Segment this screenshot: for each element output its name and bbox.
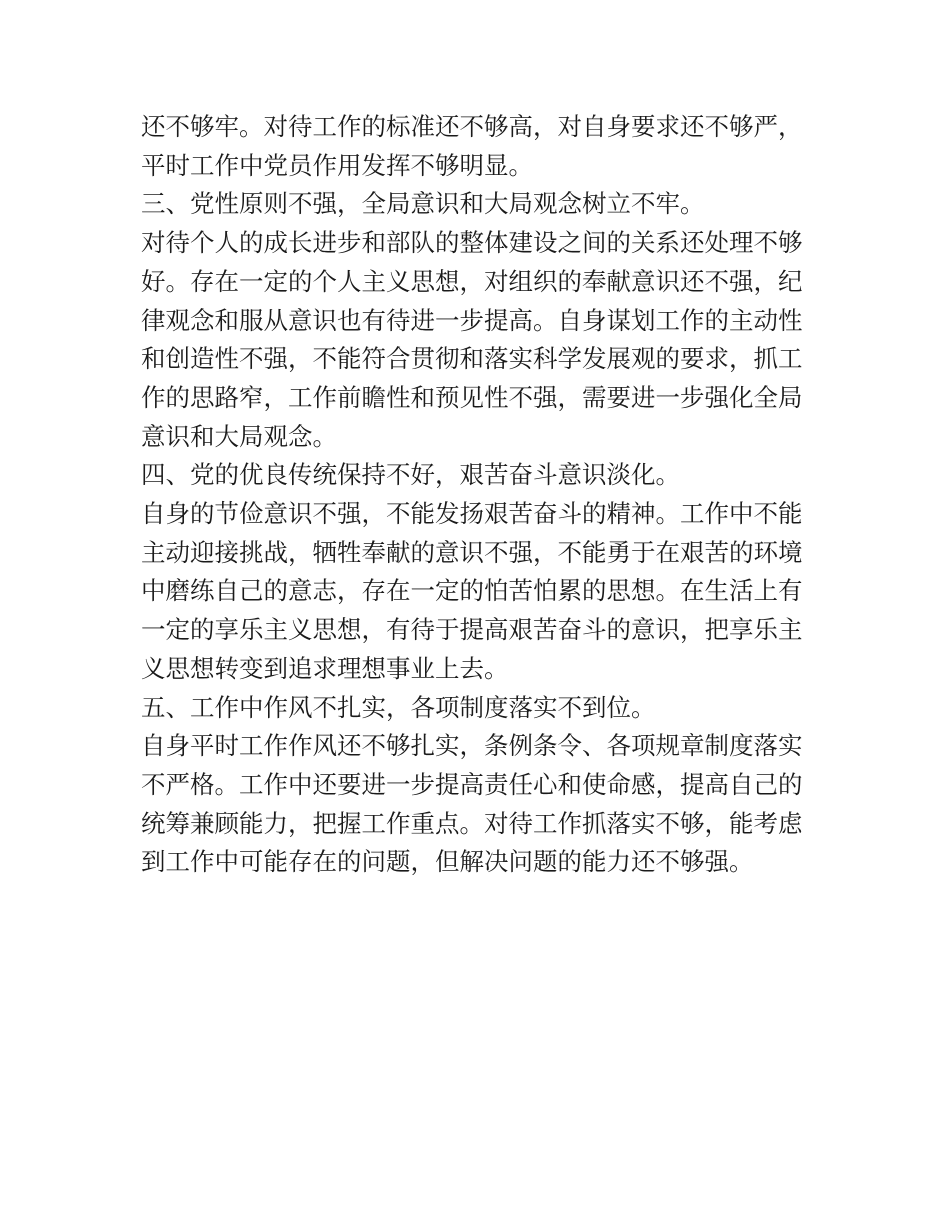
text-line: 主动迎接挑战，牺牲奉献的意识不强，不能勇于在艰苦的环境	[141, 537, 803, 567]
text-line: 意识和大局观念。	[141, 421, 337, 451]
text-line: 中磨练自己的意志，存在一定的怕苦怕累的思想。在生活上有	[141, 576, 803, 606]
text-line: 还不够牢。对待工作的标准还不够高，对自身要求还不够严，	[141, 112, 803, 141]
text-line: 统筹兼顾能力，把握工作重点。对待工作抓落实不够，能考虑	[141, 808, 803, 838]
text-line: 和创造性不强，不能符合贯彻和落实科学发展观的要求，抓工	[141, 344, 803, 374]
text-line: 平时工作中党员作用发挥不够明显。	[141, 150, 533, 180]
text-line: 义思想转变到追求理想事业上去。	[141, 653, 509, 683]
text-line: 作的思路窄，工作前瞻性和预见性不强，需要进一步强化全局	[141, 382, 803, 412]
text-line: 一定的享乐主义思想，有待于提高艰苦奋斗的意识，把享乐主	[141, 615, 803, 645]
section-heading-3: 三、党性原则不强，全局意识和大局观念树立不牢。	[141, 189, 705, 219]
text-line: 律观念和服从意识也有待进一步提高。自身谋划工作的主动性	[141, 305, 803, 335]
section-heading-5: 五、工作中作风不扎实，各项制度落实不到位。	[141, 692, 656, 722]
text-line: 好。存在一定的个人主义思想，对组织的奉献意识还不强，纪	[141, 266, 803, 296]
text-line: 不严格。工作中还要进一步提高责任心和使命感，提高自己的	[141, 769, 803, 799]
text-line: 自身的节俭意识不强，不能发扬艰苦奋斗的精神。工作中不能	[141, 499, 803, 529]
document-body	[141, 108, 821, 882]
text-line: 对待个人的成长进步和部队的整体建设之间的关系还处理不够	[141, 228, 803, 258]
text-line: 自身平时工作作风还不够扎实，条例条令、各项规章制度落实	[141, 731, 803, 761]
section-heading-4: 四、党的优良传统保持不好，艰苦奋斗意识淡化。	[141, 460, 680, 490]
text-line: 到工作中可能存在的问题，但解决问题的能力还不够强。	[141, 847, 754, 877]
